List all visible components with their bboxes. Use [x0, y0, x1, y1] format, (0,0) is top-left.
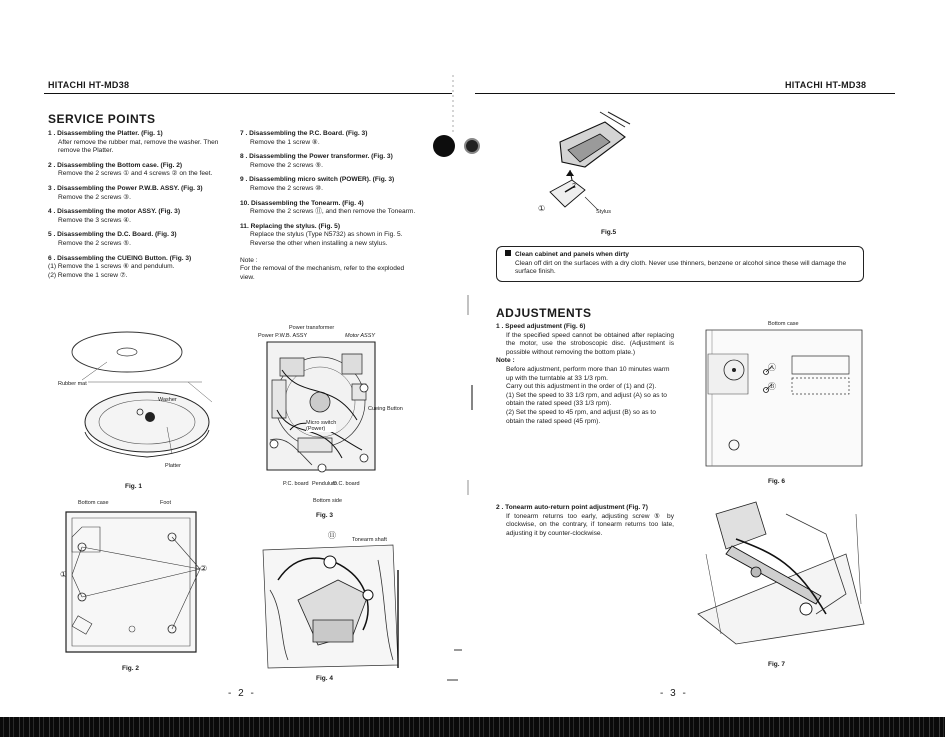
- fig4-screw-11-label: ⑪: [328, 531, 336, 540]
- fig6-drawing: [704, 328, 864, 468]
- service-item-8-title: 8 . Disassembling the Power transformer. (Fig. 3): [240, 153, 393, 161]
- fig1-washer-label: Washer: [158, 397, 177, 403]
- clean-cabinet-title-row: [505, 250, 855, 260]
- service-item-3: [48, 185, 228, 202]
- fig4-caption: Fig. 4: [316, 675, 333, 682]
- service-item-9-body: Remove the 2 screws ⑩.: [250, 184, 323, 192]
- service-item-7: [240, 130, 418, 147]
- service-item-3-title: 3 . Disassembling the Power P.W.B. ASSY. (Fig. 3): [48, 184, 203, 192]
- speed-note-title: Note :: [496, 357, 515, 365]
- speed-adjustment-body: If the specified speed cannot be obtained after replacing the motor, use the stroboscopic disc. (Adjustment is possible without removing the bottom plate.): [506, 331, 674, 356]
- fig3-power-pwb-label: Power P.W.B. ASSY: [258, 333, 308, 339]
- service-points-left-column: [48, 130, 228, 280]
- speed-adjustment-title: 1 . Speed adjustment (Fig. 6): [496, 323, 586, 330]
- fig1-platter-label: Platter: [165, 463, 181, 469]
- header-rule-right: [475, 93, 895, 94]
- speed-step-2: (2) Set the speed to 45 rpm, and adjust (B) so as to obtain the rated speed (45 rpm).: [506, 408, 656, 425]
- fig6-adjuster-a-label: Ⓐ: [768, 363, 776, 372]
- page-number-right: - 3 -: [660, 688, 688, 699]
- fig3-drawing: [262, 340, 380, 475]
- fig3-caption: Fig. 3: [316, 512, 333, 519]
- service-item-8: [240, 153, 418, 170]
- service-item-2-body: Remove the 2 screws ① and 4 screws ② on the feet.: [58, 170, 213, 178]
- header-left-model: HITACHI HT-MD38: [48, 80, 130, 90]
- service-item-9: [240, 176, 418, 193]
- clean-cabinet-body: Clean off dirt on the surfaces with a dry cloth. Never use thinners, benzene or alcohol since these will damage the surface finish.: [515, 259, 847, 276]
- service-item-5: [48, 231, 228, 248]
- fig2-caption: Fig. 2: [122, 665, 139, 672]
- scan-edge-band: [0, 717, 945, 737]
- fig3-pc-board-label: P.C. board: [283, 481, 309, 487]
- speed-step-1: (1) Set the speed to 33 1/3 rpm, and adjust (A) so as to obtain the rated speed (33 1/3 rpm).: [506, 391, 667, 408]
- fig5-caption: Fig.5: [601, 229, 617, 236]
- service-item-5-title: 5 . Disassembling the D.C. Board. (Fig. 3): [48, 231, 177, 239]
- fig3-dc-board-label: D.C. board: [333, 481, 360, 487]
- fig3-motor-assy-label: Motor ASSY: [345, 333, 376, 339]
- service-item-8-body: Remove the 2 screws ⑨.: [250, 161, 323, 169]
- fig6-bottom-case-label: Bottom case: [768, 321, 799, 327]
- adjustments-title: ADJUSTMENTS: [496, 306, 592, 320]
- fig4-drawing: [258, 540, 408, 670]
- fig7-caption: Fig. 7: [768, 661, 785, 668]
- service-item-2-title: 2 . Disassembling the Bottom case. (Fig. 2): [48, 161, 183, 169]
- service-note-title: Note :: [240, 256, 258, 264]
- clean-cabinet-bullet-icon: [505, 250, 511, 256]
- service-item-3-body: Remove the 2 screws ③.: [58, 193, 131, 201]
- service-item-1-body: After remove the rubber mat, remove the washer. Then remove the Platter.: [58, 138, 219, 155]
- service-item-7-body: Remove the 1 screw ⑧.: [250, 138, 320, 146]
- registration-mark-right: [464, 138, 480, 154]
- header-rule-left: [44, 93, 452, 94]
- service-points-title: SERVICE POINTS: [48, 112, 156, 126]
- service-item-10-body: Remove the 2 screws ⑪, and then remove the Tonearm.: [250, 208, 416, 216]
- fig2-screw-1-label: ①: [60, 570, 68, 579]
- clean-cabinet-title: Clean cabinet and panels when dirty: [515, 251, 629, 258]
- service-item-1-title: 1 . Disassembling the Platter. (Fig. 1): [48, 130, 163, 137]
- fig4-tonearm-shaft-label: Tonearm shaft: [352, 537, 387, 543]
- fig1-drawing: [52, 322, 212, 477]
- service-item-4-body: Remove the 3 screws ④.: [58, 216, 131, 224]
- fig2-foot-label: Foot: [160, 500, 172, 506]
- fig1-caption: Fig. 1: [125, 483, 142, 490]
- service-item-10: [240, 200, 418, 217]
- service-item-2: [48, 162, 228, 179]
- fig3-bottom-side-label: Bottom side: [313, 498, 343, 504]
- gutter-marks: [450, 75, 472, 715]
- service-item-9-title: 9 . Disassembling micro switch (POWER). (Fig. 3): [240, 176, 395, 184]
- service-item-10-title: 10. Disassembling the Tonearm. (Fig. 4): [240, 199, 364, 207]
- tonearm-adjustment-body: If tonearm returns too early, adjusting screw ⑤ by clockwise, on the contrary, if tonearm returns too late, adjusting it by counter-clockwise.: [506, 512, 674, 537]
- fig2-screw-2-label: ②: [200, 564, 208, 573]
- service-item-4: [48, 208, 228, 225]
- fig5-label-1: ①: [538, 204, 546, 213]
- service-item-4-title: 4 . Disassembling the motor ASSY. (Fig. 3): [48, 208, 181, 216]
- fig3-pendulum-label: Pendulum: [312, 481, 337, 487]
- fig3-power-transformer-label: Power transformer: [289, 325, 335, 331]
- page-number-left: - 2 -: [228, 688, 256, 699]
- service-note-body: For the removal of the mechanism, refer to the exploded view.: [240, 265, 405, 281]
- tonearm-adjustment-title: 2 . Tonearm auto-return point adjustment (Fig. 7): [496, 504, 648, 511]
- fig5-label-2: 2: [572, 183, 576, 190]
- clean-cabinet-box: [496, 246, 864, 282]
- service-item-11-body: Replace the stylus (Type N5732) as shown in Fig. 5. Reverse the other when installing a new stylus.: [250, 231, 403, 247]
- speed-adjustment-section: [496, 323, 674, 426]
- service-note: [240, 257, 418, 283]
- header-right-model: HITACHI HT-MD38: [785, 80, 867, 90]
- service-points-right-column: [240, 130, 418, 282]
- service-item-11-title: 11. Replacing the stylus. (Fig. 5): [240, 222, 341, 230]
- fig1-rubber-mat-label: Rubber mat: [58, 381, 87, 387]
- service-item-1: [48, 130, 228, 156]
- service-item-5-body: Remove the 2 screws ⑤.: [58, 239, 131, 247]
- registration-mark-left: [433, 135, 455, 157]
- tonearm-adjustment-section: [496, 504, 674, 538]
- service-item-11: [240, 223, 418, 249]
- fig7-drawing: [696, 494, 866, 644]
- fig3-cueing-button-label: Cueing Button: [368, 406, 403, 412]
- service-item-6-title: 6 . Disassembling the CUEING Button. (Fig. 3): [48, 254, 192, 262]
- fig2-drawing: [60, 507, 210, 657]
- fig2-bottom-case-label: Bottom case: [78, 500, 109, 506]
- fig6-caption: Fig. 6: [768, 478, 785, 485]
- service-item-6-body: (1) Remove the 1 screws ⑥ and pendulum. (2) Remove the 1 screw ⑦.: [48, 263, 175, 279]
- service-item-6: [48, 255, 228, 281]
- fig5-stylus-label: Stylus: [596, 209, 611, 215]
- fig3-micro-switch-label: Micro switch (Power): [306, 420, 337, 432]
- service-item-7-title: 7 . Disassembling the P.C. Board. (Fig. 3): [240, 130, 368, 137]
- fig6-adjuster-b-label: Ⓑ: [768, 382, 776, 391]
- speed-note-body: Before adjustment, perform more than 10 minutes warm up with the turntable at 33 1/3 rpm. Carry out this adjustment in the order of (1) and (2).: [506, 365, 670, 391]
- fig5-drawing: [530, 112, 640, 224]
